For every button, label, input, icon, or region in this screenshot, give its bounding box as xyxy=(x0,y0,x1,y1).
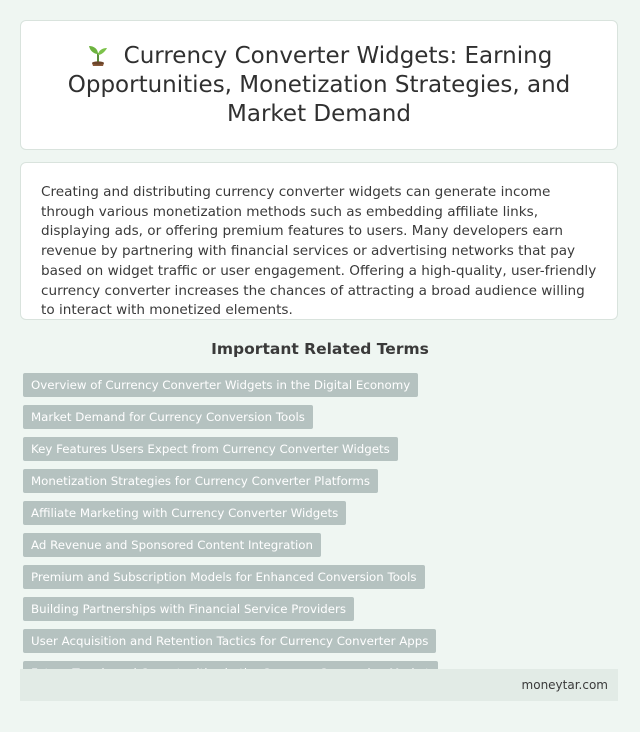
footer xyxy=(20,669,618,701)
title-card xyxy=(20,20,618,150)
footer-site-link[interactable]: moneytar.com xyxy=(521,678,608,692)
description-card xyxy=(20,162,618,320)
related-term-tag[interactable]: Key Features Users Expect from Currency Converter Widgets xyxy=(23,437,398,461)
related-term-tag[interactable]: Affiliate Marketing with Currency Converter Widgets xyxy=(23,501,346,525)
page-title-text: Currency Converter Widgets: Earning Opportunities, Monetization Strategies, and Market Demand xyxy=(67,42,571,127)
related-terms-heading: Important Related Terms xyxy=(211,340,429,358)
related-terms-list xyxy=(23,373,623,685)
related-term-tag[interactable]: Market Demand for Currency Conversion Tools xyxy=(23,405,313,429)
related-term-tag[interactable]: User Acquisition and Retention Tactics for Currency Converter Apps xyxy=(23,629,436,653)
related-term-tag[interactable]: Overview of Currency Converter Widgets in the Digital Economy xyxy=(23,373,418,397)
description-text: Creating and distributing currency converter widgets can generate income through various monetization methods such as embedding affiliate links, displaying ads, or offering premium features to users. Many developers earn revenue by partnering with financial services or advertising networks that pay based on widget traffic or user engagement. Offering a high-quality, user-friendly currency converter increases the chances of attracting a broad audience willing to interact with monetized elements. xyxy=(41,184,597,319)
sprout-icon xyxy=(86,42,110,66)
page-title xyxy=(21,42,617,129)
related-term-tag[interactable]: Building Partnerships with Financial Service Providers xyxy=(23,597,354,621)
related-term-tag[interactable]: Ad Revenue and Sponsored Content Integration xyxy=(23,533,321,557)
related-term-tag[interactable]: Monetization Strategies for Currency Converter Platforms xyxy=(23,469,378,493)
related-term-tag[interactable]: Premium and Subscription Models for Enhanced Conversion Tools xyxy=(23,565,425,589)
